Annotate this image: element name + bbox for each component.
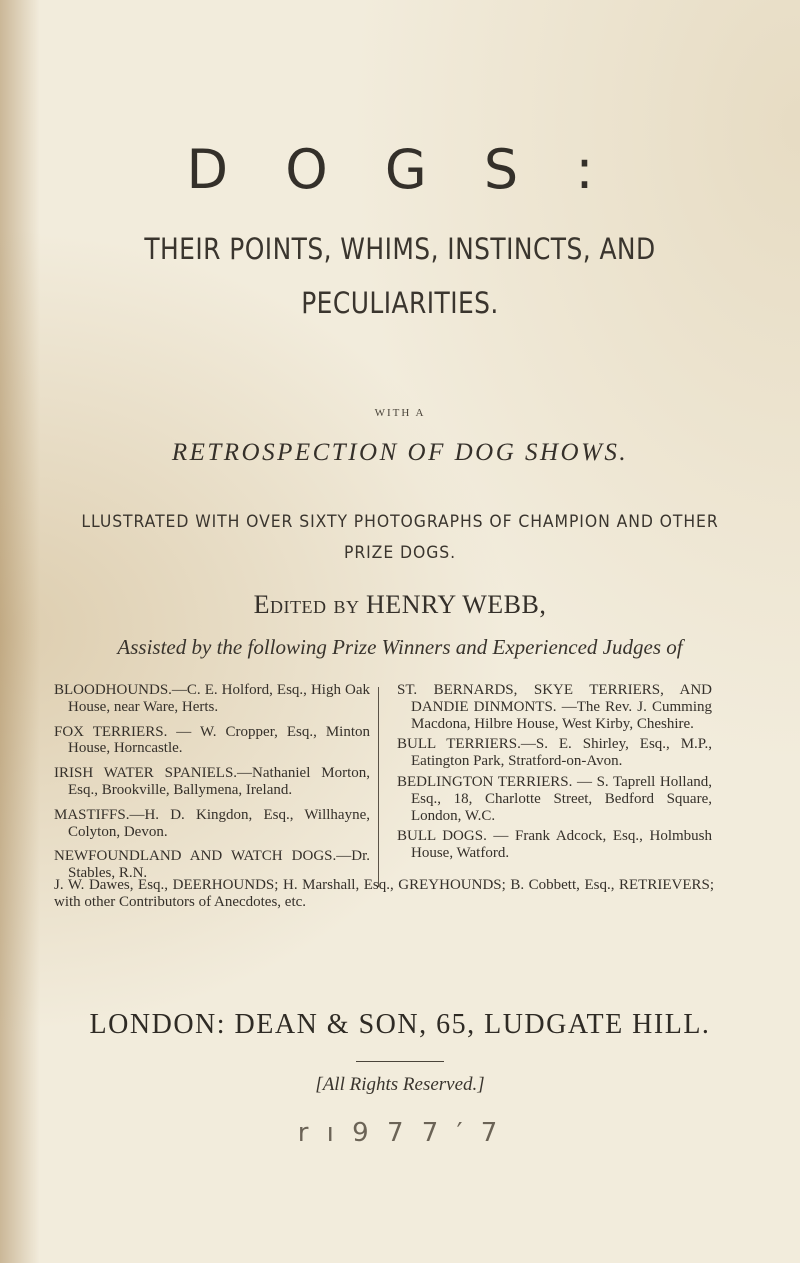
contributor-entry: IRISH WATER SPANIELS.—Nathaniel Morton, Esq., Brookville, Ballymena, Ireland. <box>54 765 370 798</box>
subtitle-line-2: PECULIARITIES. <box>301 286 499 320</box>
rights-notice: [All Rights Reserved.] <box>315 1074 485 1095</box>
publisher-imprint: LONDON: DEAN & SON, 65, LUDGATE HILL. <box>89 1009 711 1040</box>
contributor-entry: MASTIFFS.—H. D. Kingdon, Esq., Willhayne, Colyton, Devon. <box>54 806 370 840</box>
editor-name: HENRY WEBB, <box>366 590 547 619</box>
contributor-entry: BULL DOGS. — Frank Adcock, Esq., Holmbush House, Watford. <box>397 828 712 862</box>
retrospection-heading: RETROSPECTION OF DOG SHOWS. <box>171 439 629 466</box>
contributors-bottom: J. W. Dawes, Esq., DEERHOUNDS; H. Marshall, Esq., GREYHOUNDS; B. Cobbett, Esq., RETRIEVERS; with other Contributors of Anecdotes, etc. <box>54 877 714 910</box>
contributor-entry: FOX TERRIERS. — W. Cropper, Esq., Minton House, Horncastle. <box>54 723 370 757</box>
subtitle-line-1: THEIR POINTS, WHIMS, INSTINCTS, AND <box>144 232 656 266</box>
assisted-by-line: Assisted by the following Prize Winners and Experienced Judges of <box>117 635 683 659</box>
contributor-entry: BEDLINGTON TERRIERS. — S. Taprell Holland, Esq., 18, Charlotte Street, Bedford Square, London, W.C. <box>397 773 712 824</box>
shelfmark: r ı 9 7 7 ′ 7 <box>297 1118 503 1148</box>
column-divider <box>378 687 379 887</box>
editor-credit <box>0 590 800 620</box>
book-title: D O G S : <box>186 138 614 201</box>
contributor-entry: ST. BERNARDS, SKYE TERRIERS, AND DANDIE DINMONTS. —The Rev. J. Cumming Macdona, Hilbre House, West Kirby, Cheshire. <box>397 682 712 732</box>
contributors-left-column <box>54 682 370 890</box>
illustrated-line-2: PRIZE DOGS. <box>344 543 456 563</box>
contributor-entry: NEWFOUNDLAND AND WATCH DOGS.—Dr. Stables, R.N. <box>54 848 370 882</box>
with-a-text: WITH A <box>374 407 426 419</box>
divider-rule <box>356 1061 444 1062</box>
contributor-entry: BULL TERRIERS.—S. E. Shirley, Esq., M.P., Eatington Park, Stratford-on-Avon. <box>397 736 712 770</box>
edited-by-label: Edited by <box>253 590 360 619</box>
contributors-right-column <box>397 682 712 866</box>
contributor-entry: BLOODHOUNDS.—C. E. Holford, Esq., High Oak House, near Ware, Herts. <box>54 682 370 715</box>
illustrated-line-1: LLUSTRATED WITH OVER SIXTY PHOTOGRAPHS OF CHAMPION AND OTHER <box>81 512 719 532</box>
